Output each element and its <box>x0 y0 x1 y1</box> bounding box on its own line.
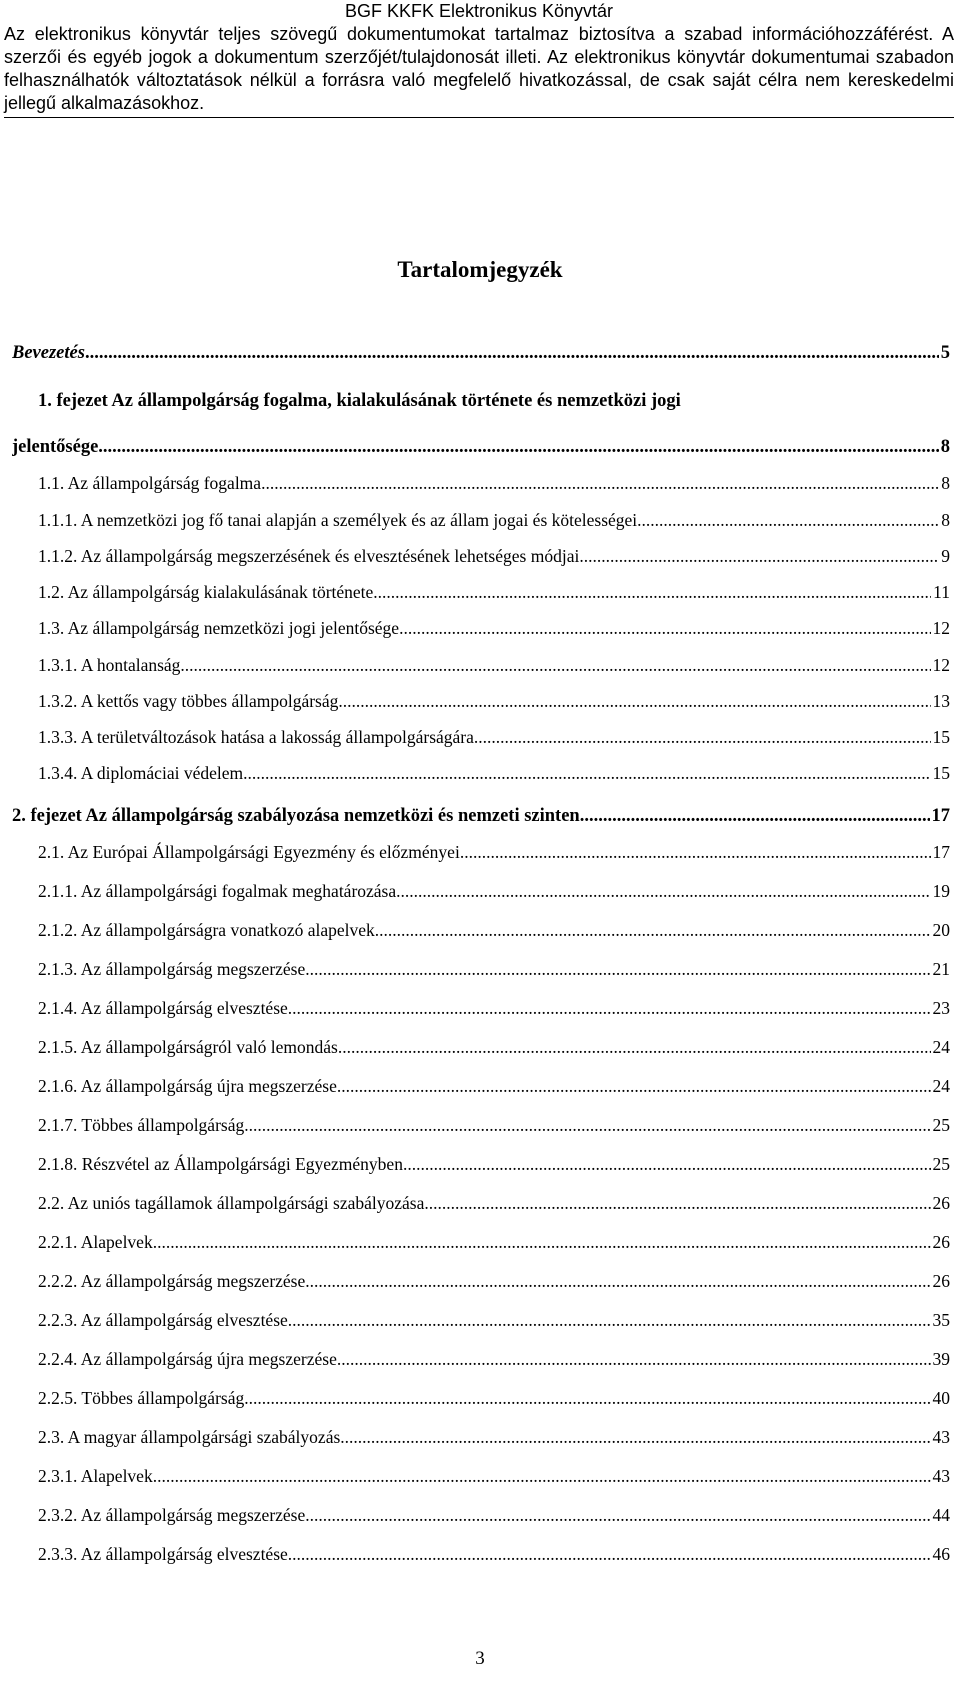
toc-entry-text: 2.2.3. Az állampolgárság elvesztése <box>38 1310 288 1330</box>
toc-leader-dots <box>474 726 931 748</box>
toc-entry-page: 43 <box>932 1466 950 1486</box>
toc-entry-page: 15 <box>932 727 950 747</box>
toc-leader-dots <box>244 1114 930 1136</box>
toc-leader-dots <box>261 472 939 494</box>
toc-chapter1-line1[interactable]: 1. fejezet Az állampolgárság fogalma, kialakulásának története és nemzetközi jogi <box>38 391 681 411</box>
toc-entry-text: 2.2.4. Az állampolgárság újra megszerzése <box>38 1349 337 1369</box>
toc-entry-page: 19 <box>932 881 950 901</box>
toc-entry-text: 1.3.1. A hontalanság <box>38 655 181 675</box>
toc-entry-text: 2.3.1. Alapelvek <box>38 1466 153 1486</box>
toc-leader-dots <box>288 1309 931 1331</box>
toc-entry[interactable] <box>38 1387 950 1409</box>
toc-entry-page: 40 <box>932 1388 950 1408</box>
toc-leader-dots <box>375 919 931 941</box>
toc-entry[interactable] <box>38 472 950 494</box>
toc-entry-page: 8 <box>940 437 950 457</box>
toc-entry[interactable] <box>38 581 950 603</box>
toc-entry-text: 1.3. Az állampolgárság nemzetközi jogi jelentősége <box>38 618 400 638</box>
toc-entry-page: 46 <box>932 1544 950 1564</box>
toc-leader-dots <box>153 1465 931 1487</box>
toc-entry-page: 26 <box>932 1193 950 1213</box>
toc-entry[interactable] <box>38 690 950 712</box>
toc-entry[interactable] <box>38 1231 950 1253</box>
toc-entry-page: 23 <box>932 998 950 1018</box>
toc-entry[interactable] <box>38 617 950 639</box>
toc-leader-dots <box>180 654 930 676</box>
toc-entry-page: 17 <box>931 806 950 826</box>
toc-leader-dots <box>337 1348 931 1370</box>
toc-entry-page: 12 <box>932 618 950 638</box>
toc-entry-page: 8 <box>941 510 950 530</box>
toc-entry-text: 2.3.2. Az állampolgárság megszerzése <box>38 1505 306 1525</box>
toc-leader-dots <box>399 617 930 639</box>
toc-entry-text: 1.3.4. A diplomáciai védelem <box>38 763 244 783</box>
toc-entry-page: 43 <box>932 1427 950 1447</box>
toc-entry-text: 2.1.4. Az állampolgárság elvesztése <box>38 998 288 1018</box>
toc-leader-dots <box>244 1387 930 1409</box>
toc-leader-dots <box>337 1075 931 1097</box>
toc-entry-page: 20 <box>932 920 950 940</box>
toc-leader-dots <box>580 805 930 827</box>
toc-leader-dots <box>243 762 930 784</box>
toc-entry-text: 1.3.2. A kettős vagy többes állampolgárság <box>38 691 339 711</box>
toc-entry-page: 24 <box>932 1037 950 1057</box>
toc-leader-dots <box>338 1036 931 1058</box>
toc-entry[interactable] <box>38 997 950 1019</box>
toc-entry-page: 17 <box>932 842 950 862</box>
toc-leader-dots <box>98 436 938 458</box>
toc-entry[interactable] <box>38 1504 950 1526</box>
toc-entry-text: 2. fejezet Az állampolgárság szabályozása nemzetközi és nemzeti szinten <box>12 806 580 826</box>
toc-entry[interactable] <box>38 1348 950 1370</box>
toc-leader-dots <box>288 997 931 1019</box>
toc-title: Tartalomjegyzék <box>397 257 563 282</box>
toc-entry[interactable] <box>38 1543 950 1565</box>
toc-entry-text: jelentősége <box>12 437 99 457</box>
library-header <box>4 0 954 118</box>
toc-entry-page: 8 <box>941 473 950 493</box>
toc-entry-page: 13 <box>932 691 950 711</box>
toc-entry[interactable] <box>38 1153 950 1175</box>
toc-entry-page: 21 <box>932 959 950 979</box>
toc-entry[interactable] <box>38 958 950 980</box>
toc-entry[interactable] <box>38 545 950 567</box>
toc-entry-text: Bevezetés <box>12 343 85 363</box>
toc-entry-text: 1.3.3. A területváltozások hatása a lakosság állampolgárságára <box>38 727 474 747</box>
toc-leader-dots <box>396 880 930 902</box>
toc-entry-text: 1.1. Az állampolgárság fogalma <box>38 473 262 493</box>
toc-leader-dots <box>340 1426 930 1448</box>
toc-entry-page: 5 <box>940 343 950 363</box>
toc-entry[interactable] <box>38 841 950 863</box>
toc-entry[interactable] <box>38 1114 950 1136</box>
toc-entry-page: 25 <box>932 1115 950 1135</box>
toc-entry-text: 2.1.2. Az állampolgárságra vonatkozó alapelvek <box>38 920 375 940</box>
toc-entry-text: 2.1.3. Az állampolgárság megszerzése <box>38 959 306 979</box>
toc-entry-chapter1[interactable] <box>12 436 950 458</box>
toc-entry-text: 2.1.5. Az állampolgárságról való lemondás <box>38 1037 338 1057</box>
toc-entry-page: 9 <box>941 546 950 566</box>
toc-leader-dots <box>305 958 930 980</box>
toc-leader-dots <box>579 545 939 567</box>
toc-entry-text: 2.1.8. Részvétel az Állampolgársági Egyezményben <box>38 1154 403 1174</box>
toc-entry-text: 1.2. Az állampolgárság kialakulásának története <box>38 582 374 602</box>
toc-entry-text: 2.2. Az uniós tagállamok állampolgársági szabályozása <box>38 1193 425 1213</box>
toc-entry[interactable] <box>38 654 950 676</box>
toc-entry-text: 1.1.1. A nemzetközi jog fő tanai alapján a személyek és az állam jogai és kötelességei <box>38 510 638 530</box>
toc-entry-text: 2.1.6. Az állampolgárság újra megszerzése <box>38 1076 337 1096</box>
page-number: 3 <box>475 1648 485 1669</box>
toc-entry-text: 2.3. A magyar állampolgársági szabályozás <box>38 1427 341 1447</box>
toc-entry-page: 25 <box>932 1154 950 1174</box>
toc-entry[interactable] <box>38 762 950 784</box>
toc-entry-text: 2.2.5. Többes állampolgárság <box>38 1388 245 1408</box>
toc-entry-page: 44 <box>932 1505 950 1525</box>
toc-entry-text: 2.2.1. Alapelvek <box>38 1232 153 1252</box>
toc-entry[interactable] <box>38 1426 950 1448</box>
toc-entry[interactable] <box>38 880 950 902</box>
toc-entry[interactable] <box>38 726 950 748</box>
toc-entry[interactable] <box>38 919 950 941</box>
toc-entry[interactable] <box>38 1465 950 1487</box>
toc-entry[interactable] <box>38 509 950 531</box>
toc-entry-text: 2.1.7. Többes állampolgárság <box>38 1115 245 1135</box>
toc-leader-dots <box>424 1192 930 1214</box>
toc-entry-page: 12 <box>932 655 950 675</box>
toc-entry-chapter2[interactable] <box>12 805 950 827</box>
toc-entry-text: 2.1.1. Az állampolgársági fogalmak meghatározása <box>38 881 397 901</box>
toc-entry-page: 39 <box>932 1349 950 1369</box>
toc-entry-page: 11 <box>933 582 950 602</box>
library-name: BGF KKFK Elektronikus Könyvtár <box>344 1 614 21</box>
toc-leader-dots <box>288 1543 931 1565</box>
toc-entry-page: 26 <box>932 1232 950 1252</box>
toc-entry-page: 26 <box>932 1271 950 1291</box>
toc-entry[interactable] <box>38 1192 950 1214</box>
toc-entry-bevezetes[interactable] <box>12 342 950 364</box>
toc-leader-dots <box>338 690 930 712</box>
copyright-notice: Az elektronikus könyvtár teljes szövegű dokumentumokat tartalmaz biztosítva a szabad információhozzáférést. A szerzői és egyéb jogok a dokumentum szerzőjét/tulajdonosát illeti. Az elektronikus könyvtár dokumentumai szabadon felhasználhatók változtatások nélkül a forrásra való megfelelő hivatkozással, de csak saját célra nem kereskedelmi jellegű alkalmazásokhoz. <box>4 24 954 113</box>
toc-leader-dots <box>373 581 931 603</box>
toc-leader-dots <box>403 1153 931 1175</box>
toc-entry[interactable] <box>38 1270 950 1292</box>
toc-entry-text: 2.3.3. Az állampolgárság elvesztése <box>38 1544 288 1564</box>
toc-entry-page: 35 <box>932 1310 950 1330</box>
toc-entry[interactable] <box>38 1075 950 1097</box>
toc-entry-page: 24 <box>932 1076 950 1096</box>
toc-entry[interactable] <box>38 1309 950 1331</box>
toc-entry[interactable] <box>38 1036 950 1058</box>
toc-leader-dots <box>305 1504 930 1526</box>
toc-entry-text: 2.1. Az Európai Állampolgársági Egyezmény és előzményei <box>38 842 460 862</box>
toc-leader-dots <box>153 1231 931 1253</box>
toc-leader-dots <box>637 509 939 531</box>
toc-leader-dots <box>85 342 939 364</box>
toc-entry-text: 1.1.2. Az állampolgárság megszerzésének és elvesztésének lehetséges módjai <box>38 546 580 566</box>
toc-entry-text: 2.2.2. Az állampolgárság megszerzése <box>38 1271 306 1291</box>
toc-entry-page: 15 <box>932 763 950 783</box>
toc-leader-dots <box>460 841 931 863</box>
toc-leader-dots <box>305 1270 930 1292</box>
